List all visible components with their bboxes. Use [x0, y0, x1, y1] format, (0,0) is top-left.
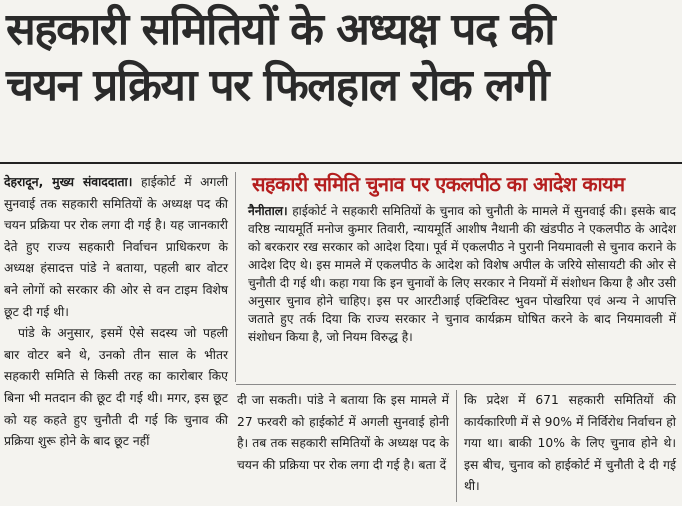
sidebar-bottom-divider	[236, 384, 676, 385]
bottom-column-divider	[456, 390, 457, 502]
bottom-column-1-text: दी जा सकती। पांडे ने बताया कि इस मामले में 27 फरवरी को हाईकोर्ट में अगली सुनवाई होनी है। तब तक सहकारी समितियों के अध्यक्ष पद के चयन की प्रक्रिया पर रोक लगा दी गई है। बता दें	[237, 393, 449, 472]
bottom-column-2-text: कि प्रदेश में 671 सहकारी समितियों की कार्यकारिणी में से 90% में निर्विरोध निर्वाचन हो गया था। बाकी 10% के लिए चुनाव होने थे। इस बीच, चुनाव को हाईकोर्ट में चुनौती दे दी गई थी।	[464, 393, 676, 494]
left-paragraph-2: पांडे के अनुसार, इसमें ऐसे सदस्य जो पहली बार वोटर बने थे, उनको तीन साल के भीतर सहकारी समिति से किसी तरह का कारोबार किए बिना भी मतदान की छूट दी गई थी। मगर, इस छूट को यह कहते हुए चुनौती दी गई कि चुनाव की प्रक्रिया शुरू होने के बाद छूट नहीं	[4, 326, 228, 449]
sidebar-dateline: नैनीताल।	[248, 204, 288, 218]
left-article-column	[4, 172, 228, 453]
sidebar-body-text: हाईकोर्ट ने सहकारी समितियों के चुनाव को चुनौती के मामले में सुनवाई की। इसके बाद वरिष्ठ न्यायमूर्ति मनोज कुमार तिवारी, न्यायमूर्ति आशीष नैथानी की खंडपीठ ने एकलपीठ के आदेश को बरकरार रख सरकार को आदेश दिया। पूर्व में एकलपीठ ने पुरानी नियमावली से चुनाव कराने के आदेश दिए थे। इस मामले में एकलपीठ के आदेश को विशेष अपील के जरिये सोसायटी की ओर से चुनौती दी गई थी। कहा गया कि इन चुनावों के लिए सरकार ने नियमों में संशोधन किया है और उसी अनुसार चुनाव होने चाहिए। इस पर आरटीआई एक्टिविस्ट भुवन पोखरिया एवं अन्य ने आपत्ति जताते हुए तर्क दिया कि राज्य सरकार ने चुनाव कार्यक्रम घोषित करने के बाद नियमावली में संशोधन किया है, जो नियम विरुद्ध है।	[248, 204, 676, 344]
left-paragraph-1-text: हाईकोर्ट में अगली सुनवाई तक सहकारी समितियों के अध्यक्ष पद की चयन प्रक्रिया पर रोक लगा दी गई है। यह जानकारी देते हुए राज्य सहकारी निर्वाचन प्राधिकरण के अध्यक्ष हंसादत्त पांडे ने बताया, पहली बार वोटर बने लोगों को सरकार की ओर से वन टाइम विशेष छूट दी गई थी।	[4, 175, 228, 319]
main-headline	[6, 2, 676, 114]
column-divider	[235, 172, 236, 382]
left-paragraph-1	[4, 172, 228, 323]
sidebar-story-box	[248, 170, 676, 378]
sidebar-headline: सहकारी समिति चुनाव पर एकलपीठ का आदेश कायम	[252, 172, 625, 196]
headline-line-1: सहकारी समितियों के अध्यक्ष पद की	[6, 4, 555, 55]
headline-divider	[0, 162, 682, 164]
bottom-column-2	[464, 390, 676, 498]
bottom-column-1	[237, 390, 449, 476]
sidebar-body	[248, 202, 676, 346]
dateline: देहरादून, मुख्य संवाददाता।	[4, 175, 133, 189]
headline-line-2: चयन प्रक्रिया पर फिलहाल रोक लगी	[6, 60, 549, 111]
